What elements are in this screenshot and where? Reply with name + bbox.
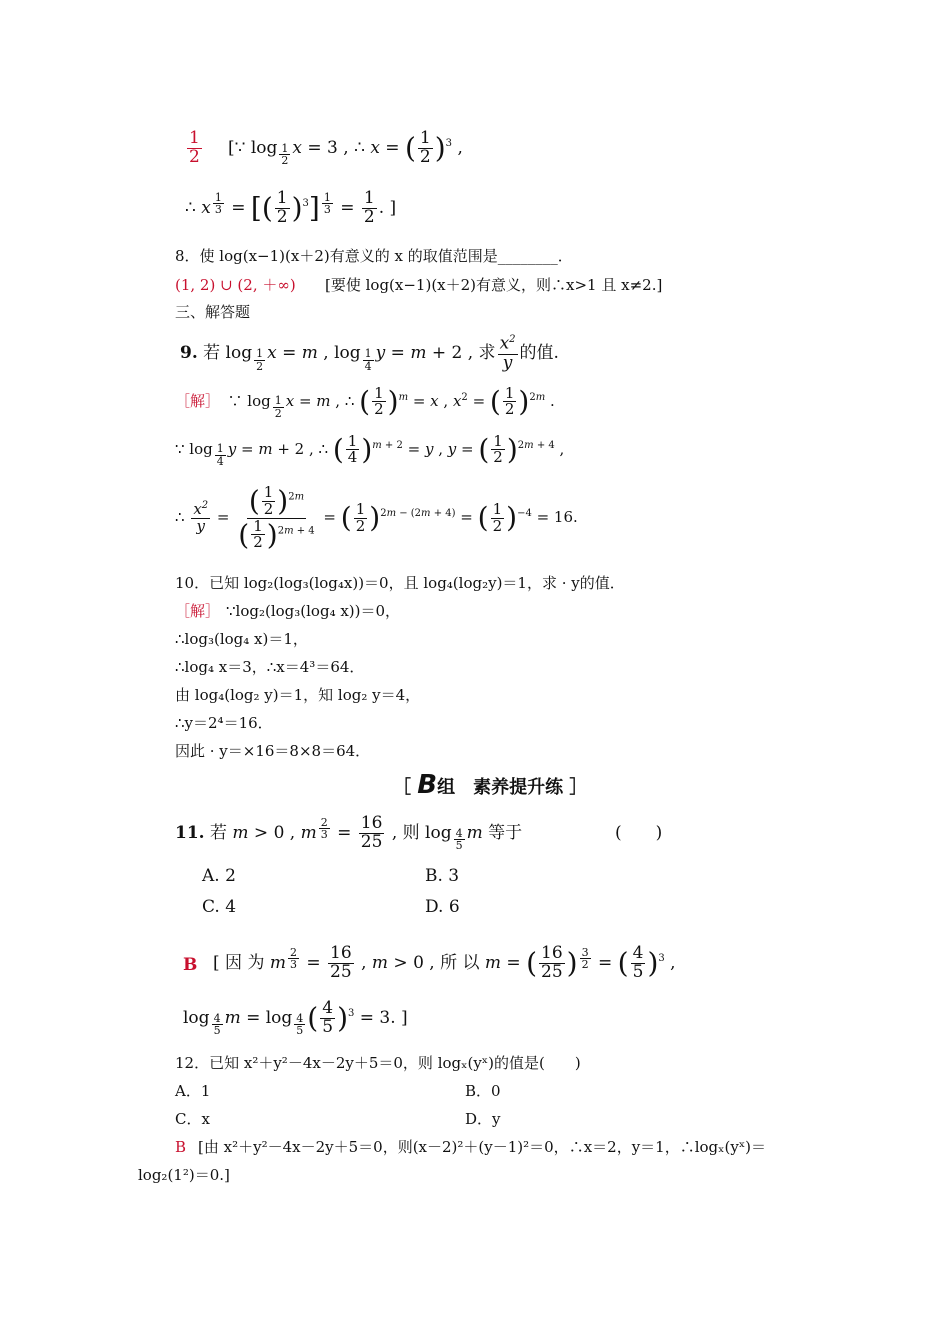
group-b-header [393, 770, 587, 800]
bracket-left: ［ [393, 777, 411, 798]
q11-option: B. 3 [425, 866, 460, 886]
q10-question: 10．已知 log₂(log₃(log₄x))＝0，且 log₄(log₂y)＝1，求 · y的值． [175, 574, 625, 592]
q9-solution-line3: ∴ $\frac{x^2}{y}$ = ( $\frac{1}{2}$ )$^{2m}$ ( $\frac{1}{2}$ )$^{2m + 4}$ = ( $\frac{1}{2}$ )$^{2m - (2m + 4)}$ = ( $\frac{1}{2}$ )$^{-4}$ = 16. [175, 483, 578, 552]
q12-option: B．0 [465, 1082, 501, 1100]
q8-explanation: [要使 log(x−1)(x＋2)有意义，则∴x>1 且 x≠2.] [325, 276, 663, 294]
q9-question: 9. 若 log $_{\frac{1}{2}}$ x = m , log $_{\frac{1}{4}}$ y = m + 2 , 求 $\frac{x^2}{y}$ 的值. [180, 333, 559, 373]
q11-paren: ( ) [615, 823, 663, 843]
bracket-right: ］ [569, 777, 588, 798]
group-letter: B [417, 770, 438, 800]
q10-solution-tag: ［解］ [175, 602, 221, 620]
q12-option: D．y [465, 1110, 501, 1128]
q7-solution-line1: [∵ log $_{\frac{1}{2}}$ x = 3 , ∴ x = ( $\frac{1}{2}$ )$^3$ , [228, 128, 463, 168]
q11-option: D. 6 [425, 897, 460, 917]
q9-solution-line2: ∵ log $_{\frac{1}{4}}$ y = m + 2 , ∴ ( $\frac{1}{4}$ )$^{m + 2}$ = y , y = ( $\frac{1}{2}$ )$^{2m + 4}$ , [175, 431, 565, 468]
q11-option: C. 4 [202, 897, 237, 917]
q10-line: ∴log₃(log₄ x)＝1， [175, 630, 308, 648]
q10-line: 因此 · y＝×16＝8×8＝64． [175, 742, 371, 760]
q10-line: ∴y＝2⁴＝16． [175, 714, 273, 732]
q12-option: A．1 [175, 1082, 211, 1100]
q10-line: ∵log₂(log₃(log₄ x))＝0， [226, 602, 401, 620]
q10-line: ∴log₄ x＝3，∴x＝4³＝64． [175, 658, 365, 676]
q7-solution-line2: ∴ x $^{\frac{1}{3}}$ = [( $\frac{1}{2}$ )$^3$] $^{\frac{1}{3}}$ = $\frac{1}{2}$ . ] [185, 188, 397, 227]
q12-option: C．x [175, 1110, 210, 1128]
group-title: 组 素养提升练 [437, 777, 564, 798]
q11-question: 11. 若 m > 0 , m $^{\frac{2}{3}}$ = $\frac{16}{25}$ , 则 log $_{\frac{4}{5}}$ m 等于 [175, 813, 523, 853]
q12-answer: B [175, 1138, 187, 1156]
q7-answer: $\frac{1}{2}$ [189, 128, 200, 167]
q9-solution-line1: ［解］ ∵ log $_{\frac{1}{2}}$ x = m , ∴ ( $\frac{1}{2}$ )$^m$ = x , $x^2$ = ( $\frac{1}{2}$ )$^{2m}$ . [175, 383, 555, 420]
q12-question: 12．已知 x²＋y²－4x－2y＋5＝0，则 logₓ(yˣ)的值是( ) [175, 1054, 581, 1072]
q12-explanation-line1: [由 x²＋y²－4x－2y＋5＝0，则(x－2)²＋(y－1)²＝0，∴x＝2，y＝1，∴logₓ(yˣ)＝ [198, 1138, 767, 1156]
q11-option: A. 2 [202, 866, 236, 886]
q12-explanation-line2: log₂(1²)＝0.] [138, 1166, 230, 1184]
section-title: 三、解答题 [175, 303, 251, 321]
q11-explanation-line1: [ 因 为 m $^{\frac{2}{3}}$ = $\frac{16}{25}$ , m > 0 , 所 以 m = ( $\frac{16}{25}$ ) $^{\frac{3}{2}}$ = ( $\frac{4}{5}$ )$^3$ , [213, 943, 676, 982]
q9-solution-tag: ［解］ [175, 391, 213, 410]
q11-answer: B [183, 955, 198, 975]
q8-question: 8．使 log(x−1)(x＋2)有意义的 x 的取值范围是________． [175, 247, 573, 265]
q10-line: 由 log₄(log₂ y)＝1，知 log₂ y＝4， [175, 686, 421, 704]
q8-answer: (1, 2) ∪ (2, ＋∞) [175, 276, 296, 294]
q11-explanation-line2: log $_{\frac{4}{5}}$ m = log $_{\frac{4}{5}}$ ( $\frac{4}{5}$ )$^3$ = 3. ] [183, 998, 408, 1038]
